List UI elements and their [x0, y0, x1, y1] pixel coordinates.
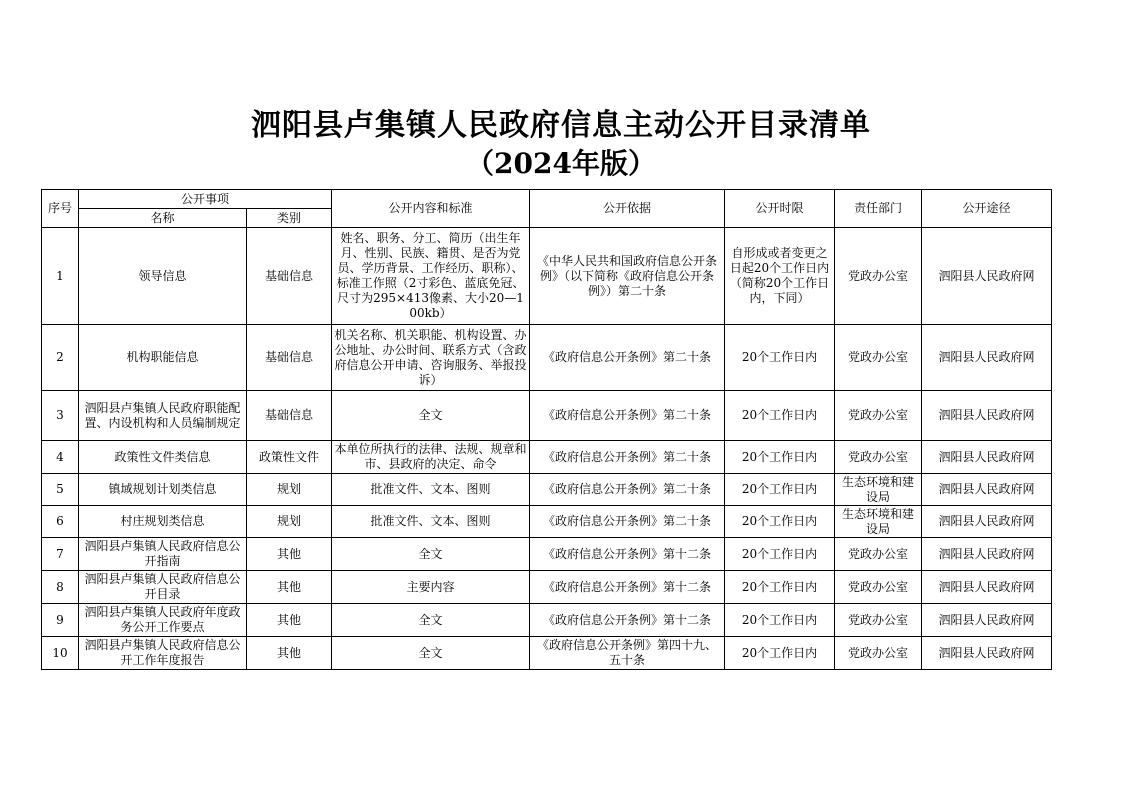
- cell-basis: 《政府信息公开条例》第十二条: [530, 538, 725, 571]
- cell-content: 全文: [332, 637, 530, 670]
- header-time: 公开时限: [725, 190, 835, 228]
- cell-type: 基础信息: [247, 325, 332, 391]
- header-basis: 公开依据: [530, 190, 725, 228]
- cell-basis: 《政府信息公开条例》第十二条: [530, 604, 725, 637]
- cell-time: 20个工作日内: [725, 637, 835, 670]
- cell-seq: 4: [42, 441, 79, 474]
- cell-channel: 泗阳县人民政府网: [922, 538, 1052, 571]
- table-row: [42, 391, 1052, 441]
- catalog-table: [41, 189, 1052, 670]
- cell-name: 镇域规划计划类信息: [79, 474, 247, 506]
- cell-time: 20个工作日内: [725, 391, 835, 441]
- cell-channel: 泗阳县人民政府网: [922, 637, 1052, 670]
- cell-type: 规划: [247, 474, 332, 506]
- header-dept: 责任部门: [835, 190, 922, 228]
- table-row: [42, 474, 1052, 506]
- cell-dept: 党政办公室: [835, 637, 922, 670]
- header-name: 名称: [79, 209, 247, 228]
- cell-dept: 党政办公室: [835, 604, 922, 637]
- cell-seq: 8: [42, 571, 79, 604]
- cell-channel: 泗阳县人民政府网: [922, 228, 1052, 325]
- cell-name: 泗阳县卢集镇人民政府信息公开目录: [79, 571, 247, 604]
- table-row: [42, 571, 1052, 604]
- header-content: 公开内容和标准: [332, 190, 530, 228]
- cell-dept: 生态环境和建设局: [835, 506, 922, 538]
- cell-basis: 《政府信息公开条例》第二十条: [530, 474, 725, 506]
- cell-content: 姓名、职务、分工、简历（出生年月、性别、民族、籍贯、是否为党员、学历背景、工作经历、职称）、标准工作照（2寸彩色、蓝底免冠、尺寸为295×413像素、大小20—100kb）: [332, 228, 530, 325]
- cell-content: 全文: [332, 538, 530, 571]
- cell-content: 全文: [332, 391, 530, 441]
- page-subtitle: （2024年版）: [466, 147, 656, 180]
- cell-name: 泗阳县卢集镇人民政府职能配置、内设机构和人员编制规定: [79, 391, 247, 441]
- cell-dept: 党政办公室: [835, 441, 922, 474]
- cell-time: 20个工作日内: [725, 571, 835, 604]
- cell-type: 其他: [247, 637, 332, 670]
- cell-name: 泗阳县卢集镇人民政府信息公开工作年度报告: [79, 637, 247, 670]
- cell-content: 全文: [332, 604, 530, 637]
- header-type: 类别: [247, 209, 332, 228]
- cell-type: 政策性文件: [247, 441, 332, 474]
- cell-name: 村庄规划类信息: [79, 506, 247, 538]
- cell-name: 泗阳县卢集镇人民政府信息公开指南: [79, 538, 247, 571]
- cell-channel: 泗阳县人民政府网: [922, 441, 1052, 474]
- cell-time: 20个工作日内: [725, 325, 835, 391]
- cell-name: 政策性文件类信息: [79, 441, 247, 474]
- cell-type: 其他: [247, 538, 332, 571]
- cell-seq: 1: [42, 228, 79, 325]
- cell-type: 规划: [247, 506, 332, 538]
- cell-channel: 泗阳县人民政府网: [922, 506, 1052, 538]
- cell-channel: 泗阳县人民政府网: [922, 604, 1052, 637]
- table-row: [42, 441, 1052, 474]
- cell-basis: 《政府信息公开条例》第二十条: [530, 391, 725, 441]
- cell-type: 基础信息: [247, 391, 332, 441]
- cell-type: 基础信息: [247, 228, 332, 325]
- cell-basis: 《政府信息公开条例》第二十条: [530, 506, 725, 538]
- table-row: [42, 506, 1052, 538]
- page-title: 泗阳县卢集镇人民政府信息主动公开目录清单: [251, 108, 871, 143]
- cell-seq: 2: [42, 325, 79, 391]
- cell-content: 主要内容: [332, 571, 530, 604]
- cell-dept: 党政办公室: [835, 325, 922, 391]
- cell-time: 20个工作日内: [725, 506, 835, 538]
- cell-seq: 9: [42, 604, 79, 637]
- table-row: [42, 604, 1052, 637]
- header-seq: 序号: [42, 190, 79, 228]
- cell-seq: 5: [42, 474, 79, 506]
- cell-type: 其他: [247, 604, 332, 637]
- cell-seq: 3: [42, 391, 79, 441]
- cell-basis: 《政府信息公开条例》第四十九、五十条: [530, 637, 725, 670]
- header-channel: 公开途径: [922, 190, 1052, 228]
- cell-time: 自形成或者变更之日起20个工作日内（简称20个工作日内，下同）: [725, 228, 835, 325]
- cell-dept: 党政办公室: [835, 538, 922, 571]
- header-item: 公开事项: [79, 190, 332, 209]
- cell-content: 本单位所执行的法律、法规、规章和市、县政府的决定、命令: [332, 441, 530, 474]
- cell-type: 其他: [247, 571, 332, 604]
- cell-time: 20个工作日内: [725, 604, 835, 637]
- table-row: [42, 325, 1052, 391]
- cell-time: 20个工作日内: [725, 474, 835, 506]
- cell-seq: 7: [42, 538, 79, 571]
- cell-seq: 10: [42, 637, 79, 670]
- cell-channel: 泗阳县人民政府网: [922, 474, 1052, 506]
- table-row: [42, 538, 1052, 571]
- table-row: [42, 637, 1052, 670]
- cell-content: 批准文件、文本、图则: [332, 474, 530, 506]
- cell-channel: 泗阳县人民政府网: [922, 571, 1052, 604]
- cell-name: 泗阳县卢集镇人民政府年度政务公开工作要点: [79, 604, 247, 637]
- cell-dept: 生态环境和建设局: [835, 474, 922, 506]
- cell-basis: 《政府信息公开条例》第十二条: [530, 571, 725, 604]
- cell-content: 批准文件、文本、图则: [332, 506, 530, 538]
- cell-basis: 《中华人民共和国政府信息公开条例》（以下简称《政府信息公开条例》）第二十条: [530, 228, 725, 325]
- cell-dept: 党政办公室: [835, 228, 922, 325]
- cell-channel: 泗阳县人民政府网: [922, 325, 1052, 391]
- cell-seq: 6: [42, 506, 79, 538]
- cell-basis: 《政府信息公开条例》第二十条: [530, 441, 725, 474]
- cell-content: 机关名称、机关职能、机构设置、办公地址、办公时间、联系方式（含政府信息公开申请、咨询服务、举报投诉）: [332, 325, 530, 391]
- cell-name: 领导信息: [79, 228, 247, 325]
- cell-dept: 党政办公室: [835, 571, 922, 604]
- cell-time: 20个工作日内: [725, 441, 835, 474]
- table-row: [42, 228, 1052, 325]
- cell-time: 20个工作日内: [725, 538, 835, 571]
- cell-dept: 党政办公室: [835, 391, 922, 441]
- cell-basis: 《政府信息公开条例》第二十条: [530, 325, 725, 391]
- cell-channel: 泗阳县人民政府网: [922, 391, 1052, 441]
- cell-name: 机构职能信息: [79, 325, 247, 391]
